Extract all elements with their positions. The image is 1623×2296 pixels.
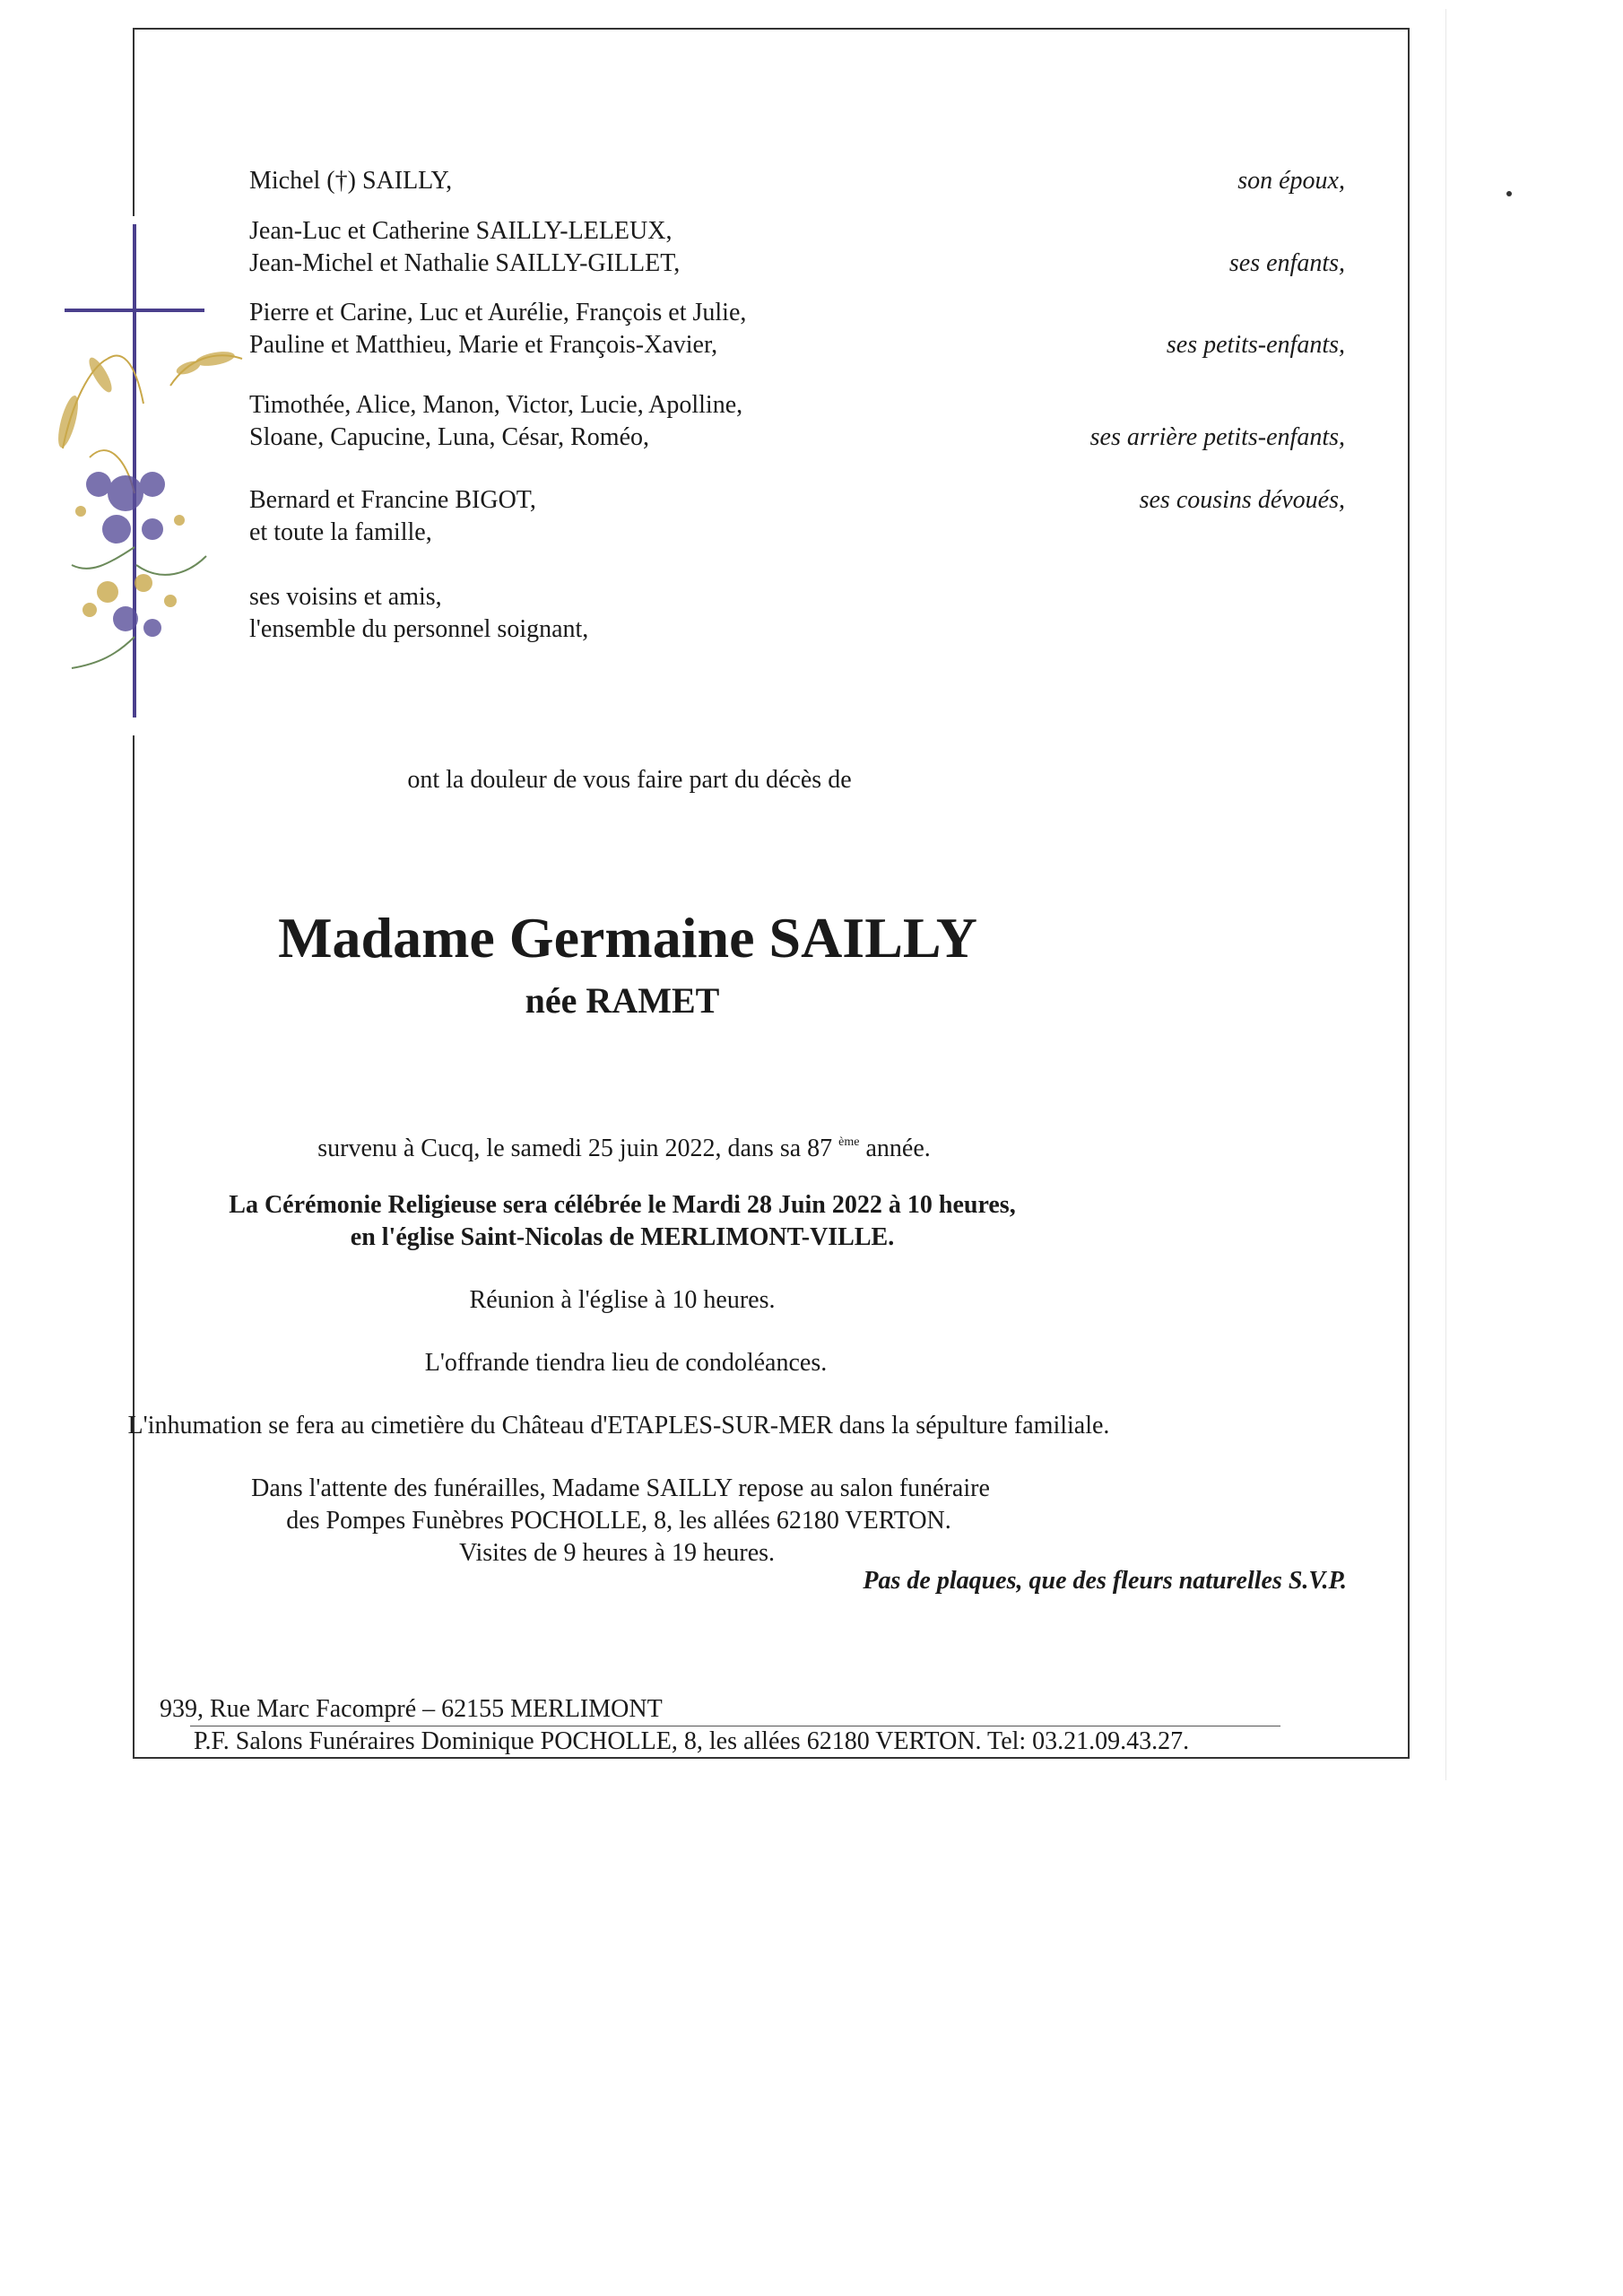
family-name-line: et toute la famille, xyxy=(249,518,432,546)
ceremony-line: La Cérémonie Religieuse sera célébrée le Mardi 28 Juin 2022 à 10 heures, xyxy=(229,1191,1016,1219)
relation-label: ses arrière petits-enfants, xyxy=(1089,423,1345,451)
ceremony-line: en l'église Saint-Nicolas de MERLIMONT-VILLE. xyxy=(350,1223,895,1251)
funeral-home-line: Dans l'attente des funérailles, Madame SAILLY repose au salon funéraire xyxy=(251,1474,990,1502)
death-text-after: année. xyxy=(865,1135,931,1162)
scan-dot xyxy=(1506,191,1512,196)
relation-label: son époux, xyxy=(1237,167,1345,195)
family-name-line: Michel (†) SAILLY, xyxy=(249,167,453,195)
death-details xyxy=(0,1126,1261,1165)
burial-text: L'inhumation se fera au cimetière du Château d'ETAPLES-SUR-MER dans la sépulture familiale. xyxy=(127,1412,1110,1439)
relation-label: ses cousins dévoués, xyxy=(1139,486,1345,514)
deceased-name: Madame Germaine SAILLY xyxy=(278,906,977,970)
frame-left-border-top xyxy=(133,28,135,216)
offering-text: L'offrande tiendra lieu de condoléances. xyxy=(424,1349,828,1377)
reunion-text: Réunion à l'église à 10 heures. xyxy=(469,1286,776,1314)
flowers-note: Pas de plaques, que des fleurs naturelles S.V.P. xyxy=(863,1567,1347,1595)
family-name-line: Jean-Luc et Catherine SAILLY-LELEUX, xyxy=(249,217,673,245)
family-name-line: Pierre et Carine, Luc et Aurélie, François et Julie, xyxy=(249,299,747,326)
family-name-line: Sloane, Capucine, Luna, César, Roméo, xyxy=(249,423,649,451)
relation-label: ses petits-enfants, xyxy=(1166,331,1345,359)
announcement-text: ont la douleur de vous faire part du décès de xyxy=(407,766,852,794)
relation-label: ses enfants, xyxy=(1228,249,1345,277)
family-name-line: ses voisins et amis, xyxy=(249,583,442,611)
funeral-home-line: des Pompes Funèbres POCHOLLE, 8, les allées 62180 VERTON. xyxy=(286,1507,951,1535)
funeral-home-line: Visites de 9 heures à 19 heures. xyxy=(458,1539,776,1567)
family-name-line: Pauline et Matthieu, Marie et François-Xavier, xyxy=(249,331,718,359)
cross-with-wheat-and-flowers-icon xyxy=(36,224,260,726)
deceased-maiden-name: née RAMET xyxy=(525,980,720,1021)
family-name-line: Bernard et Francine BIGOT, xyxy=(249,486,536,514)
family-name-line: Timothée, Alice, Manon, Victor, Lucie, Apolline, xyxy=(249,391,743,419)
family-name-line: l'ensemble du personnel soignant, xyxy=(249,615,589,643)
death-text: survenu à Cucq, le samedi 25 juin 2022, dans sa 87 xyxy=(317,1135,833,1162)
death-superscript: ème xyxy=(838,1135,860,1149)
family-name-line: Jean-Michel et Nathalie SAILLY-GILLET, xyxy=(249,249,681,277)
footer-funeral-director: P.F. Salons Funéraires Dominique POCHOLLE, 8, les allées 62180 VERTON. Tel: 03.21.09.43.27. xyxy=(194,1727,1190,1755)
footer-address: 939, Rue Marc Facompré – 62155 MERLIMONT xyxy=(160,1695,663,1723)
scan-edge-line xyxy=(1445,9,1446,1780)
